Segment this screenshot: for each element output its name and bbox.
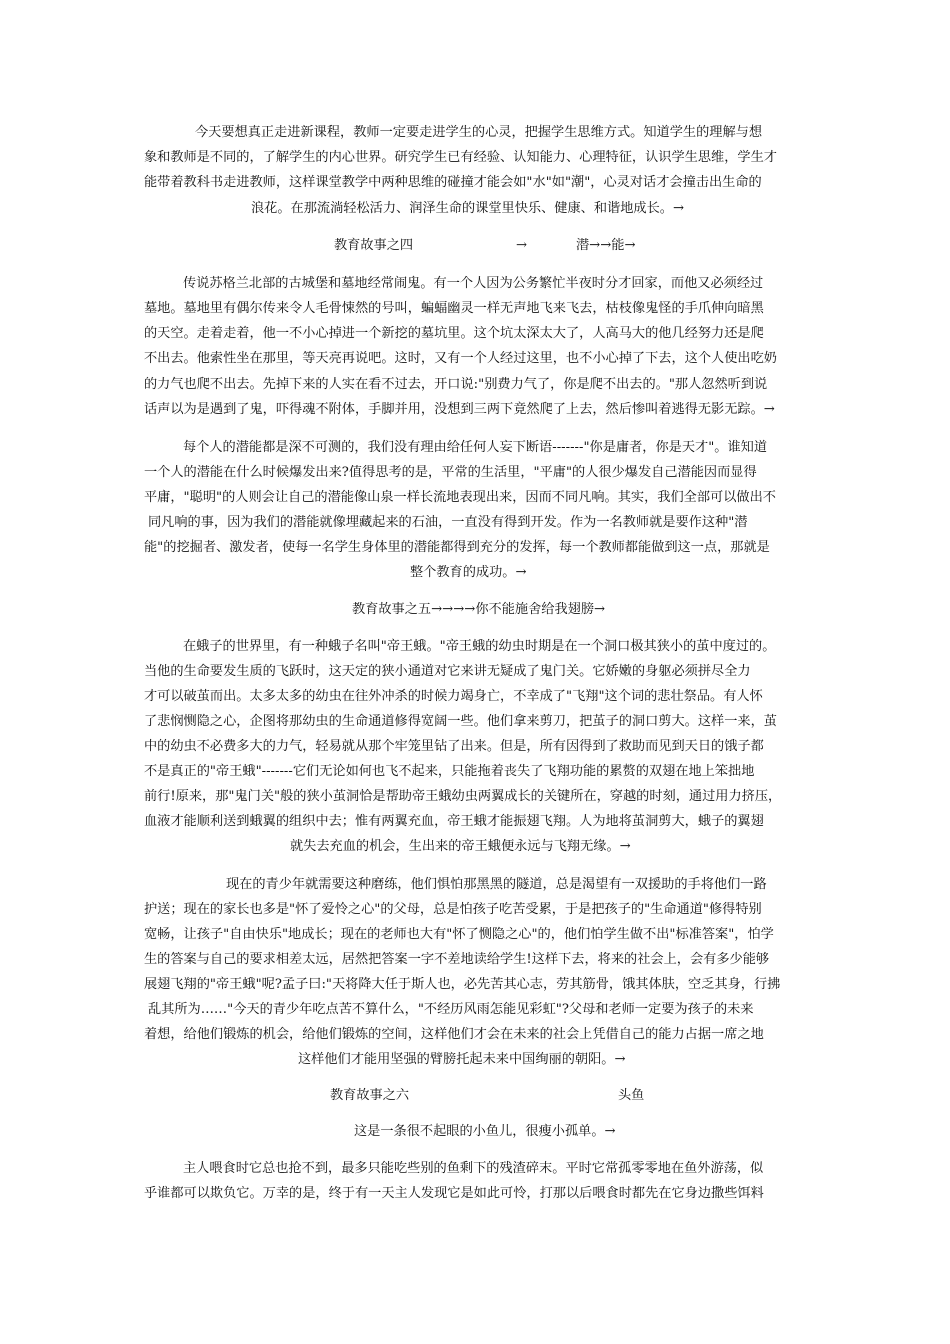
text-line: 今天要想真正走进新课程，教师一定要走进学生的心灵，把握学生思维方式。知道学生的理解与想 [195,125,763,140]
text-line: 不是真正的"帝王蛾"-------它们无论如何也飞不起来，只能拖着丧失了飞翔功能的累赘的双翅在地上笨拙地 [144,764,755,779]
heading-title: 教育故事之五→→→→你不能施舍给我翅膀→ [352,602,606,617]
text-line: 话声以为是遇到了鬼，吓得魂不附体，手脚并用，没想到三两下竟然爬了上去，然后惨叫着逃得无影无踪。→ [144,402,775,417]
text-line: 主人喂食时它总也抢不到，最多只能吃些别的鱼剩下的残渣碎末。平时它常孤零零地在鱼外游荡，似 [183,1161,764,1176]
text-line: 着想，给他们锻炼的机会，给他们锻炼的空间，这样他们才会在未来的社会上凭借自己的能力占据一席之地 [144,1027,764,1042]
heading-title: 教育故事之四 [334,238,414,253]
text-line: 的天空。走着走着，他一不小心掉进一个新挖的墓坑里。这个坑太深太大了，人高马大的他几经努力还是爬 [144,326,764,341]
text-line: 展翅飞翔的"帝王蛾"呢?孟子曰:"天将降大任于斯人也，必先苦其心志，劳其筋骨，饿其体肤，空乏其身，行拂 [144,977,781,992]
text-line: 中的幼虫不必费多大的力气，轻易就从那个牢笼里钻了出来。但是，所有因得到了救助而见到天日的饿子都 [144,739,764,754]
text-line: 能"的挖掘者、激发者，使每一名学生身体里的潜能都得到充分的发挥，每一个教师都能做到这一点，那就是 [144,540,770,555]
text-line: 现在的青少年就需要这种磨练，他们惧怕那黑黑的隧道，总是渴望有一双援助的手将他们一路 [226,877,767,892]
text-line: 护送；现在的家长也多是"怀了爱怜之心"的父母，总是怕孩子吃苦受累，于是把孩子的"生命通道"修得特别 [144,902,762,917]
arrow-icon: → [516,238,528,253]
text-line: 这样他们才能用坚强的臂膀托起未来中国绚丽的朝阳。→ [298,1052,626,1067]
text-line: 在蛾子的世界里，有一种蛾子名叫"帝王蛾。"帝王蛾的幼虫时期是在一个洞口极其狭小的茧中度过的。 [183,639,776,654]
text-line: 传说苏格兰北部的古城堡和墓地经常闹鬼。有一个人因为公务繁忙半夜时分才回家，而他又必须经过 [183,276,764,291]
heading-subtitle: 头鱼 [618,1088,645,1103]
text-line: 乱其所为……"今天的青少年吃点苦不算什么，"不经历风雨怎能见彩虹"?父母和老师一定要为孩子的未来 [148,1002,754,1017]
text-line: 血液才能顺利送到蛾翼的组织中去；惟有两翼充血，帝王蛾才能振翅飞翔。人为地将茧洞剪大，蛾子的翼翅 [144,814,764,829]
text-line: 就失去充血的机会，生出来的帝王蛾便永远与飞翔无缘。→ [290,839,631,854]
story-six-lead: 这是一条很不起眼的小鱼儿，很瘦小孤单。→ [354,1124,616,1139]
text-line: 生的答案与自己的要求相差太远，居然把答案一字不差地读给学生!这样下去，将来的社会上，会有多少能够 [144,952,770,967]
text-line: 前行!原来，那"鬼门关"般的狭小茧洞恰是帮助帝王蛾幼虫两翼成长的关键所在，穿越的时刻，通过用力挤压， [144,789,782,804]
heading-subtitle: 潜→→能→ [576,238,636,253]
text-line: 象和教师是不同的，了解学生的内心世界。研究学生已有经验、认知能力、心理特征，认识学生思维，学生才 [144,150,777,165]
text-line: 宽畅，让孩子"自由快乐"地成长；现在的老师也大有"怀了恻隐之心"的，他们怕学生做不出"标准答案"，怕学 [144,927,774,942]
heading-title: 教育故事之六 [330,1088,410,1103]
text-line: 了悲悯恻隐之心，企图将那幼虫的生命通道修得宽阔一些。他们拿来剪刀，把茧子的洞口剪大。这样一来，茧 [144,714,777,729]
text-line: 的力气也爬不出去。先掉下来的人实在看不过去，开口说:"别费力气了，你是爬不出去的。"那人忽然听到说 [144,377,768,392]
text-line: 当他的生命要发生质的飞跃时，这天定的狭小通道对它来讲无疑成了鬼门关。它娇嫩的身躯必须拼尽全力 [144,664,751,679]
text-line: 每个人的潜能都是深不可测的，我们没有理由给任何人妄下断语-------"你是庸者，你是天才"。谁知道 [183,440,768,455]
text-line: 乎谁都可以欺负它。万幸的是，终于有一天主人发现它是如此可怜，打那以后喂食时都先在它身边撒些饵料 [144,1186,764,1201]
text-line: 整个教育的成功。→ [410,565,527,580]
text-line: 同凡响的事，因为我们的潜能就像埋藏起来的石油，一直没有得到开发。作为一名教师就是要作这种"潜 [148,515,748,530]
text-line: 不出去。他索性坐在那里，等天亮再说吧。这时，又有一个人经过这里，也不小心掉了下去，这个人使出吃奶 [144,351,777,366]
text-line: 能带着教科书走进教师，这样课堂教学中两种思维的碰撞才能会如"水"如"潮"，心灵对话才会撞击出生命的 [144,175,762,190]
text-line: 墓地。墓地里有偶尔传来令人毛骨悚然的号叫，蝙蝠幽灵一样无声地飞来飞去，枯枝像鬼怪的手爪伸向暗黑 [144,301,764,316]
text-line: 浪花。在那流淌轻松活力、润泽生命的课堂里快乐、健康、和谐地成长。→ [251,201,685,216]
text-line: 平庸，"聪明"的人则会让自己的潜能像山泉一样长流地表现出来，因而不同凡响。其实，我们全部可以做出不 [144,490,776,505]
text-line: 才可以破茧而出。太多太多的幼虫在往外冲杀的时候力竭身亡，不幸成了"飞翔"这个词的悲壮祭品。有人怀 [144,689,763,704]
text-line: 一个人的潜能在什么时候爆发出来?值得思考的是，平常的生活里，"平庸"的人很少爆发自己潜能因而显得 [144,465,757,480]
